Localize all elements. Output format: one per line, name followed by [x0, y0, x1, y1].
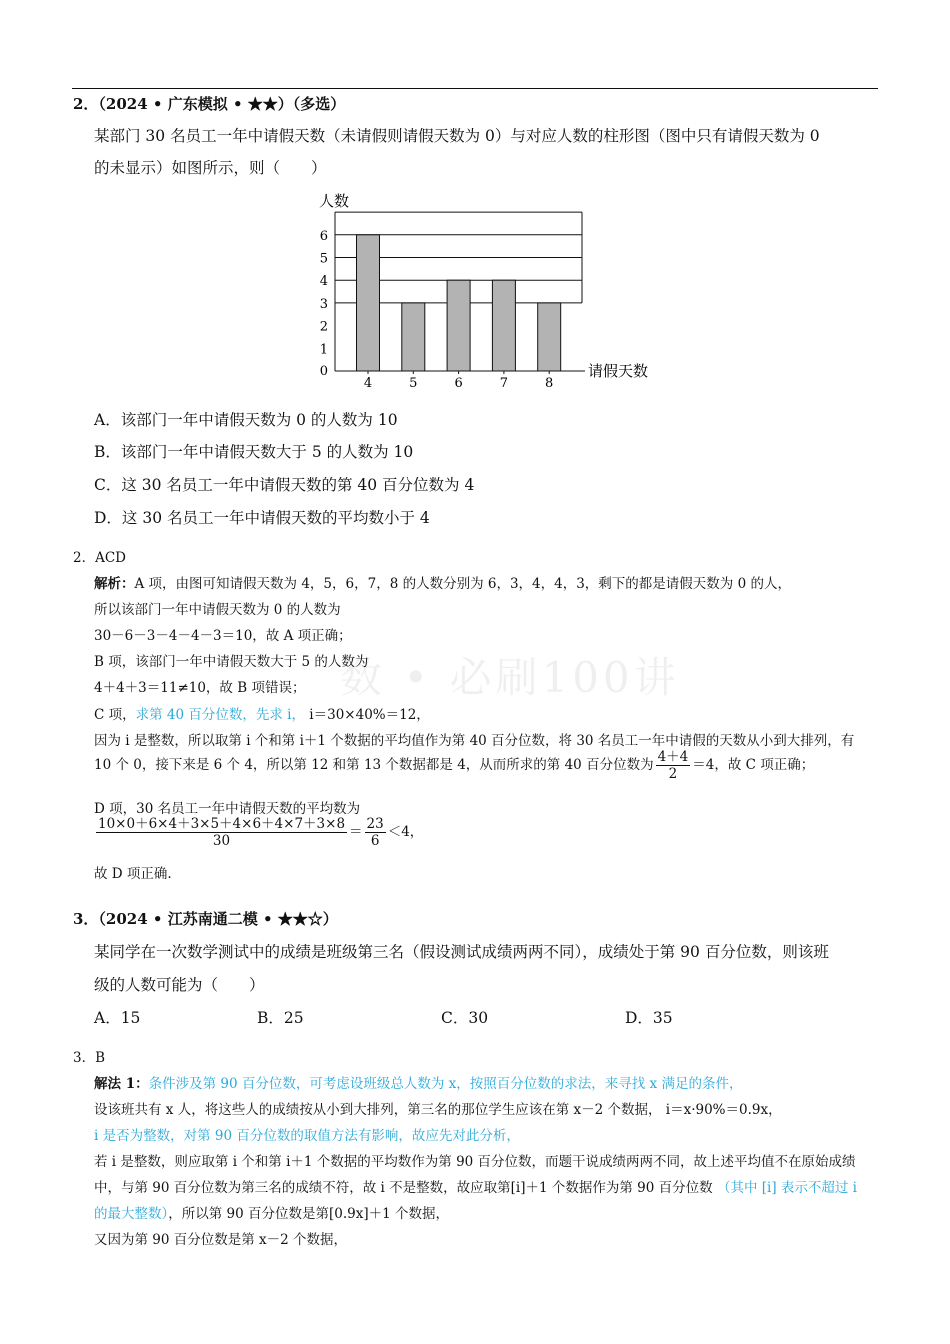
a2-line9: D 项，30 名员工一年中请假天数的平均数为	[94, 801, 361, 817]
q3-option-b[interactable]: B．25	[257, 1009, 304, 1027]
watermark-text: 数 • 必刷100讲	[340, 653, 680, 702]
x-tick-label: 5	[409, 376, 418, 391]
a2-result-fraction	[365, 816, 386, 849]
a3-line5-text: 中，与第 90 百分位数为第三名的成绩不符，故 i 不是整数，故应取第[i]＋1 个数据作为第 90 百分位数	[94, 1180, 713, 1196]
a3-line6-hint: 的最大整数）	[94, 1206, 169, 1222]
a2-line8-text: 10 个 0，接下来是 6 个 4，所以第 12 和第 13 个数据都是 4，从而所求的第 40 百分位数为	[94, 757, 654, 773]
a2-line3: 30－6－3－4－4－3＝10，故 A 项正确；	[94, 628, 352, 644]
a2-line10	[94, 816, 423, 849]
q2-option-d[interactable]: D．这 30 名员工一年中请假天数的平均数小于 4	[94, 509, 430, 527]
a3-line6	[94, 1202, 449, 1222]
a3-method-label: 解法 1：	[94, 1076, 149, 1092]
y-tick-label: 4	[319, 274, 328, 290]
a3-line5	[94, 1176, 857, 1196]
x-tick-label: 4	[363, 376, 373, 391]
leave-days-bar-chart	[300, 185, 680, 400]
a2-line10-tail: ＜4，	[387, 824, 424, 840]
a3-line4: 若 i 是整数，则应取第 i 个和第 i＋1 个数据的平均数作为第 90 百分位数，而题干说成绩两两不同，故上述平均值不在原始成绩	[94, 1154, 856, 1170]
a2-line7: 因为 i 是整数，所以取第 i 个和第 i＋1 个数据的平均值作为第 40 百分位数，将 30 名员工一年中请假的天数从小到大排列，有	[94, 733, 855, 749]
a2-line8-fraction	[656, 749, 691, 782]
a2-analysis-label: 解析：	[94, 576, 135, 592]
a2-line5: 4＋4＋3＝11≠10，故 B 项错误；	[94, 680, 306, 696]
fraction-numerator: 10×0＋6×4＋3×5＋4×6＋4×7＋3×8	[98, 816, 346, 832]
a2-line6-hint: 求第 40 百分位数，先求 i，	[135, 707, 305, 723]
y-axis-title: 人数	[318, 192, 350, 210]
a3-line2	[94, 1098, 782, 1118]
x-tick-label: 7	[499, 376, 509, 391]
y-tick-label: 6	[319, 228, 328, 244]
fraction-numerator: 4＋4	[657, 749, 689, 765]
a2-mean-fraction	[96, 816, 347, 849]
a2-answer: 2．ACD	[73, 550, 126, 566]
q2-option-a[interactable]: A．该部门一年中请假天数为 0 的人数为 10	[94, 411, 398, 429]
top-rule	[72, 88, 878, 89]
y-tick-label: 5	[319, 251, 328, 267]
q3-option-c[interactable]: C．30	[441, 1009, 489, 1027]
a2-line6-start: C 项，	[94, 707, 136, 723]
fraction-denominator: 6	[370, 833, 380, 849]
q3-option-d[interactable]: D．35	[625, 1009, 673, 1027]
q2-option-c[interactable]: C．这 30 名员工一年中请假天数的第 40 百分位数为 4	[94, 476, 475, 494]
a2-line6	[94, 703, 430, 723]
y-tick-label: 3	[319, 296, 328, 312]
a2-line10-eq: ＝	[349, 824, 363, 840]
bar-8	[538, 303, 561, 371]
a2-line8	[94, 749, 814, 782]
a3-line3-hint: i 是否为整数，对第 90 百分位数的取值方法有影响，故应先对此分析，	[94, 1128, 520, 1144]
a2-line1-text: A 项，由图可知请假天数为 4，5，6，7，8 的人数分别为 6，3，4，4，3，剩下的都是请假天数为 0 的人，	[134, 576, 791, 592]
bar-7	[492, 280, 515, 371]
q3-stem-line1: 某同学在一次数学测试中的成绩是班级第三名（假设测试成绩两两不同），成绩处于第 90 百分位数，则该班	[94, 943, 829, 961]
bar-5	[402, 303, 425, 371]
x-tick-label: 8	[545, 376, 554, 391]
x-tick-label: 6	[454, 376, 463, 391]
a2-line11: 故 D 项正确.	[94, 866, 172, 882]
a2-line4: B 项，该部门一年中请假天数大于 5 的人数为	[94, 654, 369, 670]
q3-header: 3．（2024 • 江苏南通二模 • ★★☆）	[73, 910, 338, 928]
q2-option-b[interactable]: B．该部门一年中请假天数大于 5 的人数为 10	[94, 443, 414, 461]
q2-header: 2．（2024 • 广东模拟 • ★★）（多选）	[73, 95, 346, 113]
y-tick-label: 0	[319, 364, 328, 379]
fraction-denominator: 2	[668, 766, 678, 782]
bar-4	[357, 235, 380, 371]
a2-line6-formula: i＝30×40%＝12，	[309, 707, 430, 723]
a3-line2-formula: i＝x·90%＝0.9x，	[665, 1102, 782, 1118]
a3-line1-hint: 条件涉及第 90 百分位数，可考虑设班级总人数为 x，按照百分位数的求法，来寻找 x 满足的条件，	[148, 1076, 743, 1092]
q2-stem-line1: 某部门 30 名员工一年中请假天数（未请假则请假天数为 0）与对应人数的柱形图（图中只有请假天数为 0	[94, 127, 820, 145]
bar-6	[447, 280, 470, 371]
fraction-denominator: 30	[212, 833, 231, 849]
a3-line6-text: ，所以第 90 百分位数是第[0.9x]＋1 个数据，	[168, 1206, 450, 1222]
a2-line8-tail: ＝4，故 C 项正确；	[692, 757, 815, 773]
a2-line2: 所以该部门一年中请假天数为 0 的人数为	[94, 602, 341, 618]
a3-line7: 又因为第 90 百分位数是第 x－2 个数据，	[94, 1232, 348, 1248]
a2-line1	[94, 572, 791, 592]
a3-answer: 3．B	[73, 1050, 106, 1066]
a3-line5-hint: （其中 [i] 表示不超过 i	[716, 1180, 857, 1196]
a3-line1	[94, 1072, 742, 1092]
a3-line2-text: 设该班共有 x 人，将这些人的成绩按从小到大排列，第三名的那位学生应该在第 x－2 个数据，	[94, 1102, 662, 1118]
y-tick-label: 2	[319, 319, 328, 335]
q3-stem-line2: 级的人数可能为（ ）	[94, 976, 265, 994]
y-tick-label: 1	[319, 342, 328, 358]
fraction-numerator: 23	[366, 816, 384, 832]
q2-stem-line2: 的未显示）如图所示，则（ ）	[94, 159, 327, 177]
q3-option-a[interactable]: A．15	[94, 1009, 141, 1027]
x-axis-title: 请假天数	[588, 362, 649, 380]
